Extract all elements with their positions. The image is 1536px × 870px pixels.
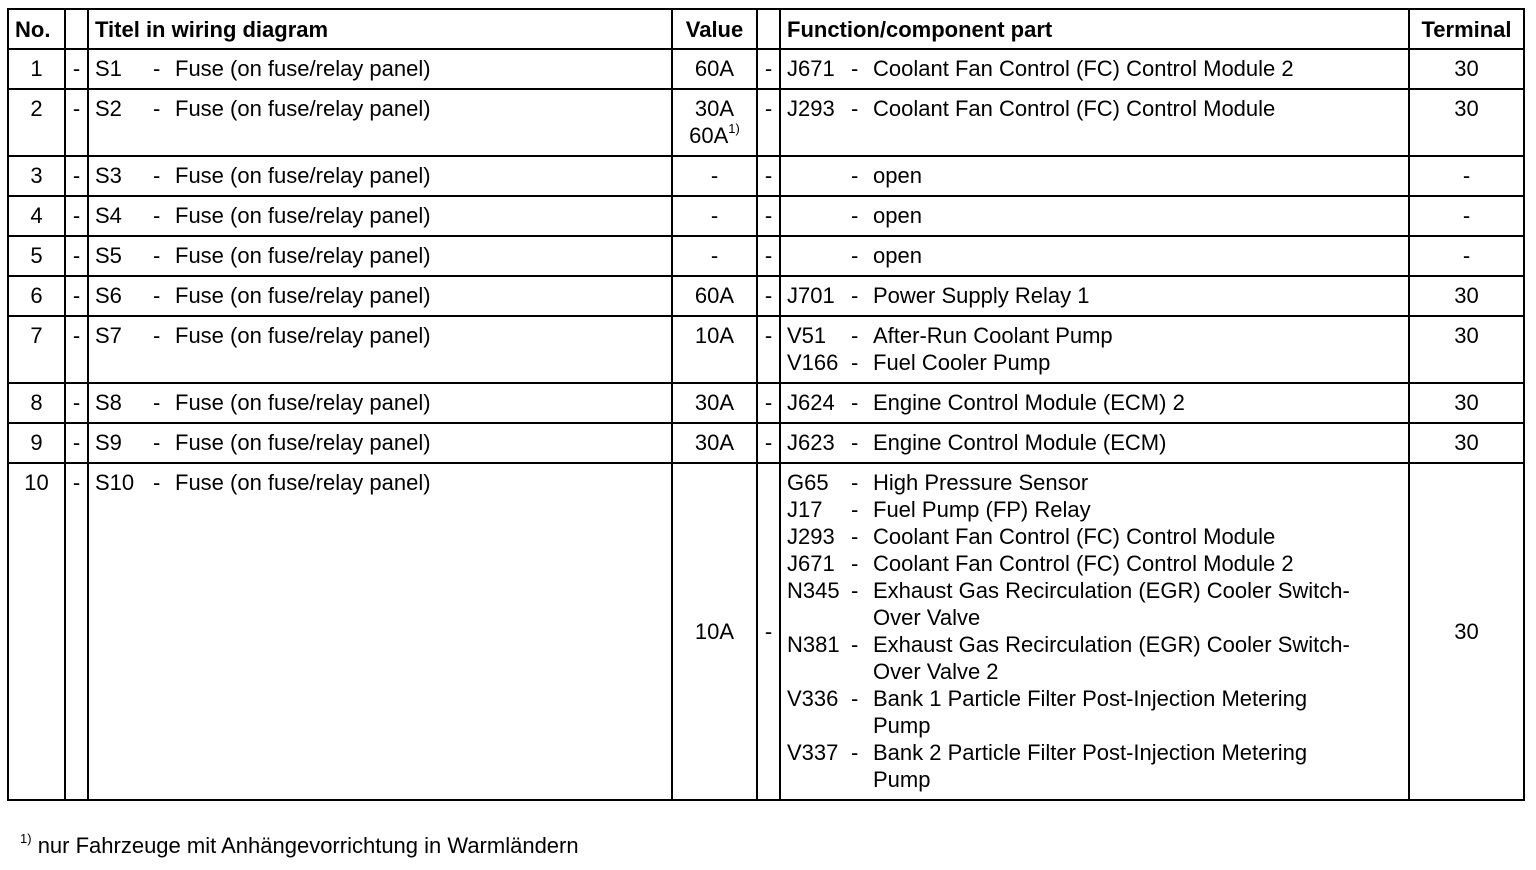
component-code	[787, 202, 851, 229]
component-code: N381	[787, 632, 840, 657]
component-line	[787, 349, 1402, 376]
fuse-description: Fuse (on fuse/relay panel)	[175, 323, 431, 348]
component-line	[787, 469, 1402, 496]
row-title	[88, 236, 672, 276]
component-name: Coolant Fan Control (FC) Control Module 2	[873, 551, 1294, 576]
row-dash: -	[65, 196, 88, 236]
component-sep: -	[851, 740, 859, 765]
value-amps: 10A	[694, 323, 735, 348]
component-name: Exhaust Gas Recirculation (EGR) Cooler Switch-Over Valve	[873, 578, 1350, 630]
component-code: J624	[787, 390, 835, 415]
row-terminal: -	[1409, 236, 1524, 276]
component-sep: -	[851, 163, 859, 188]
row-title	[88, 89, 672, 156]
component-name: Power Supply Relay 1	[873, 283, 1090, 308]
row-dash-2: -	[757, 49, 780, 89]
row-function	[780, 383, 1409, 423]
row-dash-2: -	[757, 276, 780, 316]
value-amps: -	[710, 163, 719, 188]
table-row	[8, 276, 1524, 316]
row-title	[88, 196, 672, 236]
table-row	[8, 89, 1524, 156]
component-sep: -	[851, 524, 859, 549]
fuse-description: Fuse (on fuse/relay panel)	[175, 243, 431, 268]
fuse-code: S7	[95, 323, 122, 348]
component-code: J671	[787, 551, 835, 576]
row-number: 8	[8, 383, 65, 423]
fuse-code: S4	[95, 203, 122, 228]
component-sep: -	[851, 551, 859, 576]
row-title	[88, 316, 672, 383]
fuse-code: S9	[95, 430, 122, 455]
component-code: V51	[787, 323, 827, 348]
row-function	[780, 423, 1409, 463]
component-code	[787, 242, 851, 269]
fuse-sep: -	[153, 203, 161, 228]
row-title	[88, 383, 672, 423]
fuse-description: Fuse (on fuse/relay panel)	[175, 430, 431, 455]
table-row	[8, 463, 1524, 800]
fuse-sep: -	[153, 470, 161, 495]
component-code: J293	[787, 524, 835, 549]
component-line	[787, 631, 1402, 685]
component-name: Fuel Cooler Pump	[873, 350, 1051, 375]
row-function	[780, 156, 1409, 196]
row-number: 1	[8, 49, 65, 89]
value-amps: 30A	[694, 96, 735, 121]
component-name: Fuel Pump (FP) Relay	[873, 497, 1091, 522]
fuse-description: Fuse (on fuse/relay panel)	[175, 96, 431, 121]
row-value	[672, 463, 757, 800]
row-function	[780, 463, 1409, 800]
fuse-sep: -	[153, 390, 161, 415]
component-line	[787, 95, 1402, 122]
component-line	[787, 322, 1402, 349]
fuse-sep: -	[153, 56, 161, 81]
row-value	[672, 383, 757, 423]
row-function	[780, 316, 1409, 383]
row-terminal: 30	[1409, 423, 1524, 463]
row-value	[672, 89, 757, 156]
table-row	[8, 383, 1524, 423]
fuse-description: Fuse (on fuse/relay panel)	[175, 203, 431, 228]
component-sep: -	[851, 283, 859, 308]
component-name: Coolant Fan Control (FC) Control Module 2	[873, 56, 1294, 81]
component-name: Engine Control Module (ECM) 2	[873, 390, 1185, 415]
component-code: V337	[787, 740, 839, 765]
component-name: High Pressure Sensor	[873, 470, 1089, 495]
row-value	[672, 423, 757, 463]
component-sep: -	[851, 96, 859, 121]
component-sep: -	[851, 350, 859, 375]
row-value	[672, 316, 757, 383]
component-sep: -	[851, 470, 859, 495]
component-sep: -	[851, 323, 859, 348]
component-code: J671	[787, 56, 835, 81]
component-line	[787, 162, 1402, 189]
row-number: 9	[8, 423, 65, 463]
row-dash: -	[65, 156, 88, 196]
row-value	[672, 236, 757, 276]
fuse-code: S6	[95, 283, 122, 308]
row-number: 6	[8, 276, 65, 316]
fuse-table	[7, 8, 1525, 801]
component-name: open	[873, 163, 922, 188]
row-dash-2: -	[757, 383, 780, 423]
component-line	[787, 389, 1402, 416]
row-value	[672, 196, 757, 236]
header-terminal: Terminal	[1409, 9, 1524, 49]
component-line	[787, 55, 1402, 82]
row-dash-2: -	[757, 89, 780, 156]
row-dash: -	[65, 463, 88, 800]
fuse-code: S2	[95, 96, 122, 121]
fuse-sep: -	[153, 323, 161, 348]
fuse-description: Fuse (on fuse/relay panel)	[175, 283, 431, 308]
fuse-sep: -	[153, 243, 161, 268]
fuse-description: Fuse (on fuse/relay panel)	[175, 163, 431, 188]
fuse-description: Fuse (on fuse/relay panel)	[175, 470, 431, 495]
row-dash: -	[65, 236, 88, 276]
row-function	[780, 89, 1409, 156]
row-terminal: -	[1409, 196, 1524, 236]
row-title	[88, 463, 672, 800]
component-name: Bank 2 Particle Filter Post-Injection Metering Pump	[873, 740, 1308, 792]
footnote-marker: 1)	[20, 830, 32, 846]
component-code: V166	[787, 350, 839, 375]
row-terminal: 30	[1409, 316, 1524, 383]
component-sep: -	[851, 578, 859, 603]
header-dash-spacer-2	[757, 9, 780, 49]
row-terminal: 30	[1409, 463, 1524, 800]
value-footnote-marker: 1)	[728, 120, 740, 136]
component-sep: -	[851, 390, 859, 415]
row-function	[780, 236, 1409, 276]
component-line	[787, 739, 1402, 793]
row-dash: -	[65, 89, 88, 156]
row-dash: -	[65, 49, 88, 89]
component-code: N345	[787, 578, 840, 603]
component-line	[787, 685, 1402, 739]
component-name: After-Run Coolant Pump	[873, 323, 1113, 348]
header-no: No.	[8, 9, 65, 49]
row-dash: -	[65, 423, 88, 463]
value-amps: -	[710, 243, 719, 268]
row-number: 2	[8, 89, 65, 156]
component-sep: -	[851, 686, 859, 711]
fuse-code: S8	[95, 390, 122, 415]
row-value	[672, 49, 757, 89]
header-title: Titel in wiring diagram	[88, 9, 672, 49]
row-dash-2: -	[757, 236, 780, 276]
row-title	[88, 423, 672, 463]
component-line	[787, 577, 1402, 631]
component-name: open	[873, 203, 922, 228]
value-amps: 10A	[694, 619, 735, 644]
table-row	[8, 316, 1524, 383]
component-code: V336	[787, 686, 839, 711]
row-dash: -	[65, 276, 88, 316]
component-line	[787, 550, 1402, 577]
component-code	[787, 162, 851, 189]
row-value	[672, 156, 757, 196]
row-dash-2: -	[757, 463, 780, 800]
component-code: J17	[787, 497, 823, 522]
footnote-text: nur Fahrzeuge mit Anhängevorrichtung in Warmländern	[37, 833, 579, 858]
row-value	[672, 276, 757, 316]
fuse-code: S10	[95, 470, 135, 495]
row-dash: -	[65, 383, 88, 423]
header-function: Function/component part	[780, 9, 1409, 49]
row-terminal: 30	[1409, 49, 1524, 89]
row-title	[88, 49, 672, 89]
row-terminal: 30	[1409, 383, 1524, 423]
fuse-sep: -	[153, 163, 161, 188]
component-sep: -	[851, 243, 859, 268]
component-code: J623	[787, 430, 835, 455]
value-amps: 30A	[694, 390, 735, 415]
fuse-sep: -	[153, 430, 161, 455]
row-function	[780, 196, 1409, 236]
row-terminal: -	[1409, 156, 1524, 196]
component-sep: -	[851, 430, 859, 455]
fuse-description: Fuse (on fuse/relay panel)	[175, 56, 431, 81]
component-sep: -	[851, 56, 859, 81]
row-number: 10	[8, 463, 65, 800]
fuse-sep: -	[153, 96, 161, 121]
component-sep: -	[851, 497, 859, 522]
component-line	[787, 282, 1402, 309]
component-name: Coolant Fan Control (FC) Control Module	[873, 96, 1276, 121]
table-row	[8, 423, 1524, 463]
component-line	[787, 523, 1402, 550]
component-name: open	[873, 243, 922, 268]
component-line	[787, 496, 1402, 523]
row-number: 4	[8, 196, 65, 236]
row-dash-2: -	[757, 423, 780, 463]
row-dash-2: -	[757, 196, 780, 236]
row-title	[88, 156, 672, 196]
component-name: Bank 1 Particle Filter Post-Injection Metering Pump	[873, 686, 1308, 738]
row-number: 3	[8, 156, 65, 196]
component-name: Coolant Fan Control (FC) Control Module	[873, 524, 1276, 549]
component-line	[787, 202, 1402, 229]
value-amps-alt: 60A	[689, 123, 729, 148]
component-name: Engine Control Module (ECM)	[873, 430, 1167, 455]
component-sep: -	[851, 632, 859, 657]
row-number: 7	[8, 316, 65, 383]
row-number: 5	[8, 236, 65, 276]
row-function	[780, 49, 1409, 89]
component-code: J293	[787, 96, 835, 121]
component-code: G65	[787, 470, 829, 495]
row-terminal: 30	[1409, 89, 1524, 156]
fuse-sep: -	[153, 283, 161, 308]
table-row	[8, 236, 1524, 276]
header-dash-spacer	[65, 9, 88, 49]
row-dash-2: -	[757, 316, 780, 383]
header-value: Value	[672, 9, 757, 49]
fuse-code: S1	[95, 56, 122, 81]
component-sep: -	[851, 203, 859, 228]
row-function	[780, 276, 1409, 316]
component-line	[787, 429, 1402, 456]
row-terminal: 30	[1409, 276, 1524, 316]
table-body	[8, 49, 1524, 800]
value-amps: -	[710, 203, 719, 228]
value-amps: 60A	[694, 56, 735, 81]
fuse-code: S3	[95, 163, 122, 188]
row-dash: -	[65, 316, 88, 383]
footnote	[20, 832, 579, 860]
row-title	[88, 276, 672, 316]
value-amps: 60A	[694, 283, 735, 308]
component-line	[787, 242, 1402, 269]
fuse-code: S5	[95, 243, 122, 268]
component-name: Exhaust Gas Recirculation (EGR) Cooler Switch-Over Valve 2	[873, 632, 1350, 684]
header-row	[8, 9, 1524, 49]
row-dash-2: -	[757, 156, 780, 196]
component-code: J701	[787, 283, 835, 308]
table-row	[8, 196, 1524, 236]
value-amps: 30A	[694, 430, 735, 455]
table-row	[8, 49, 1524, 89]
fuse-description: Fuse (on fuse/relay panel)	[175, 390, 431, 415]
table-row	[8, 156, 1524, 196]
